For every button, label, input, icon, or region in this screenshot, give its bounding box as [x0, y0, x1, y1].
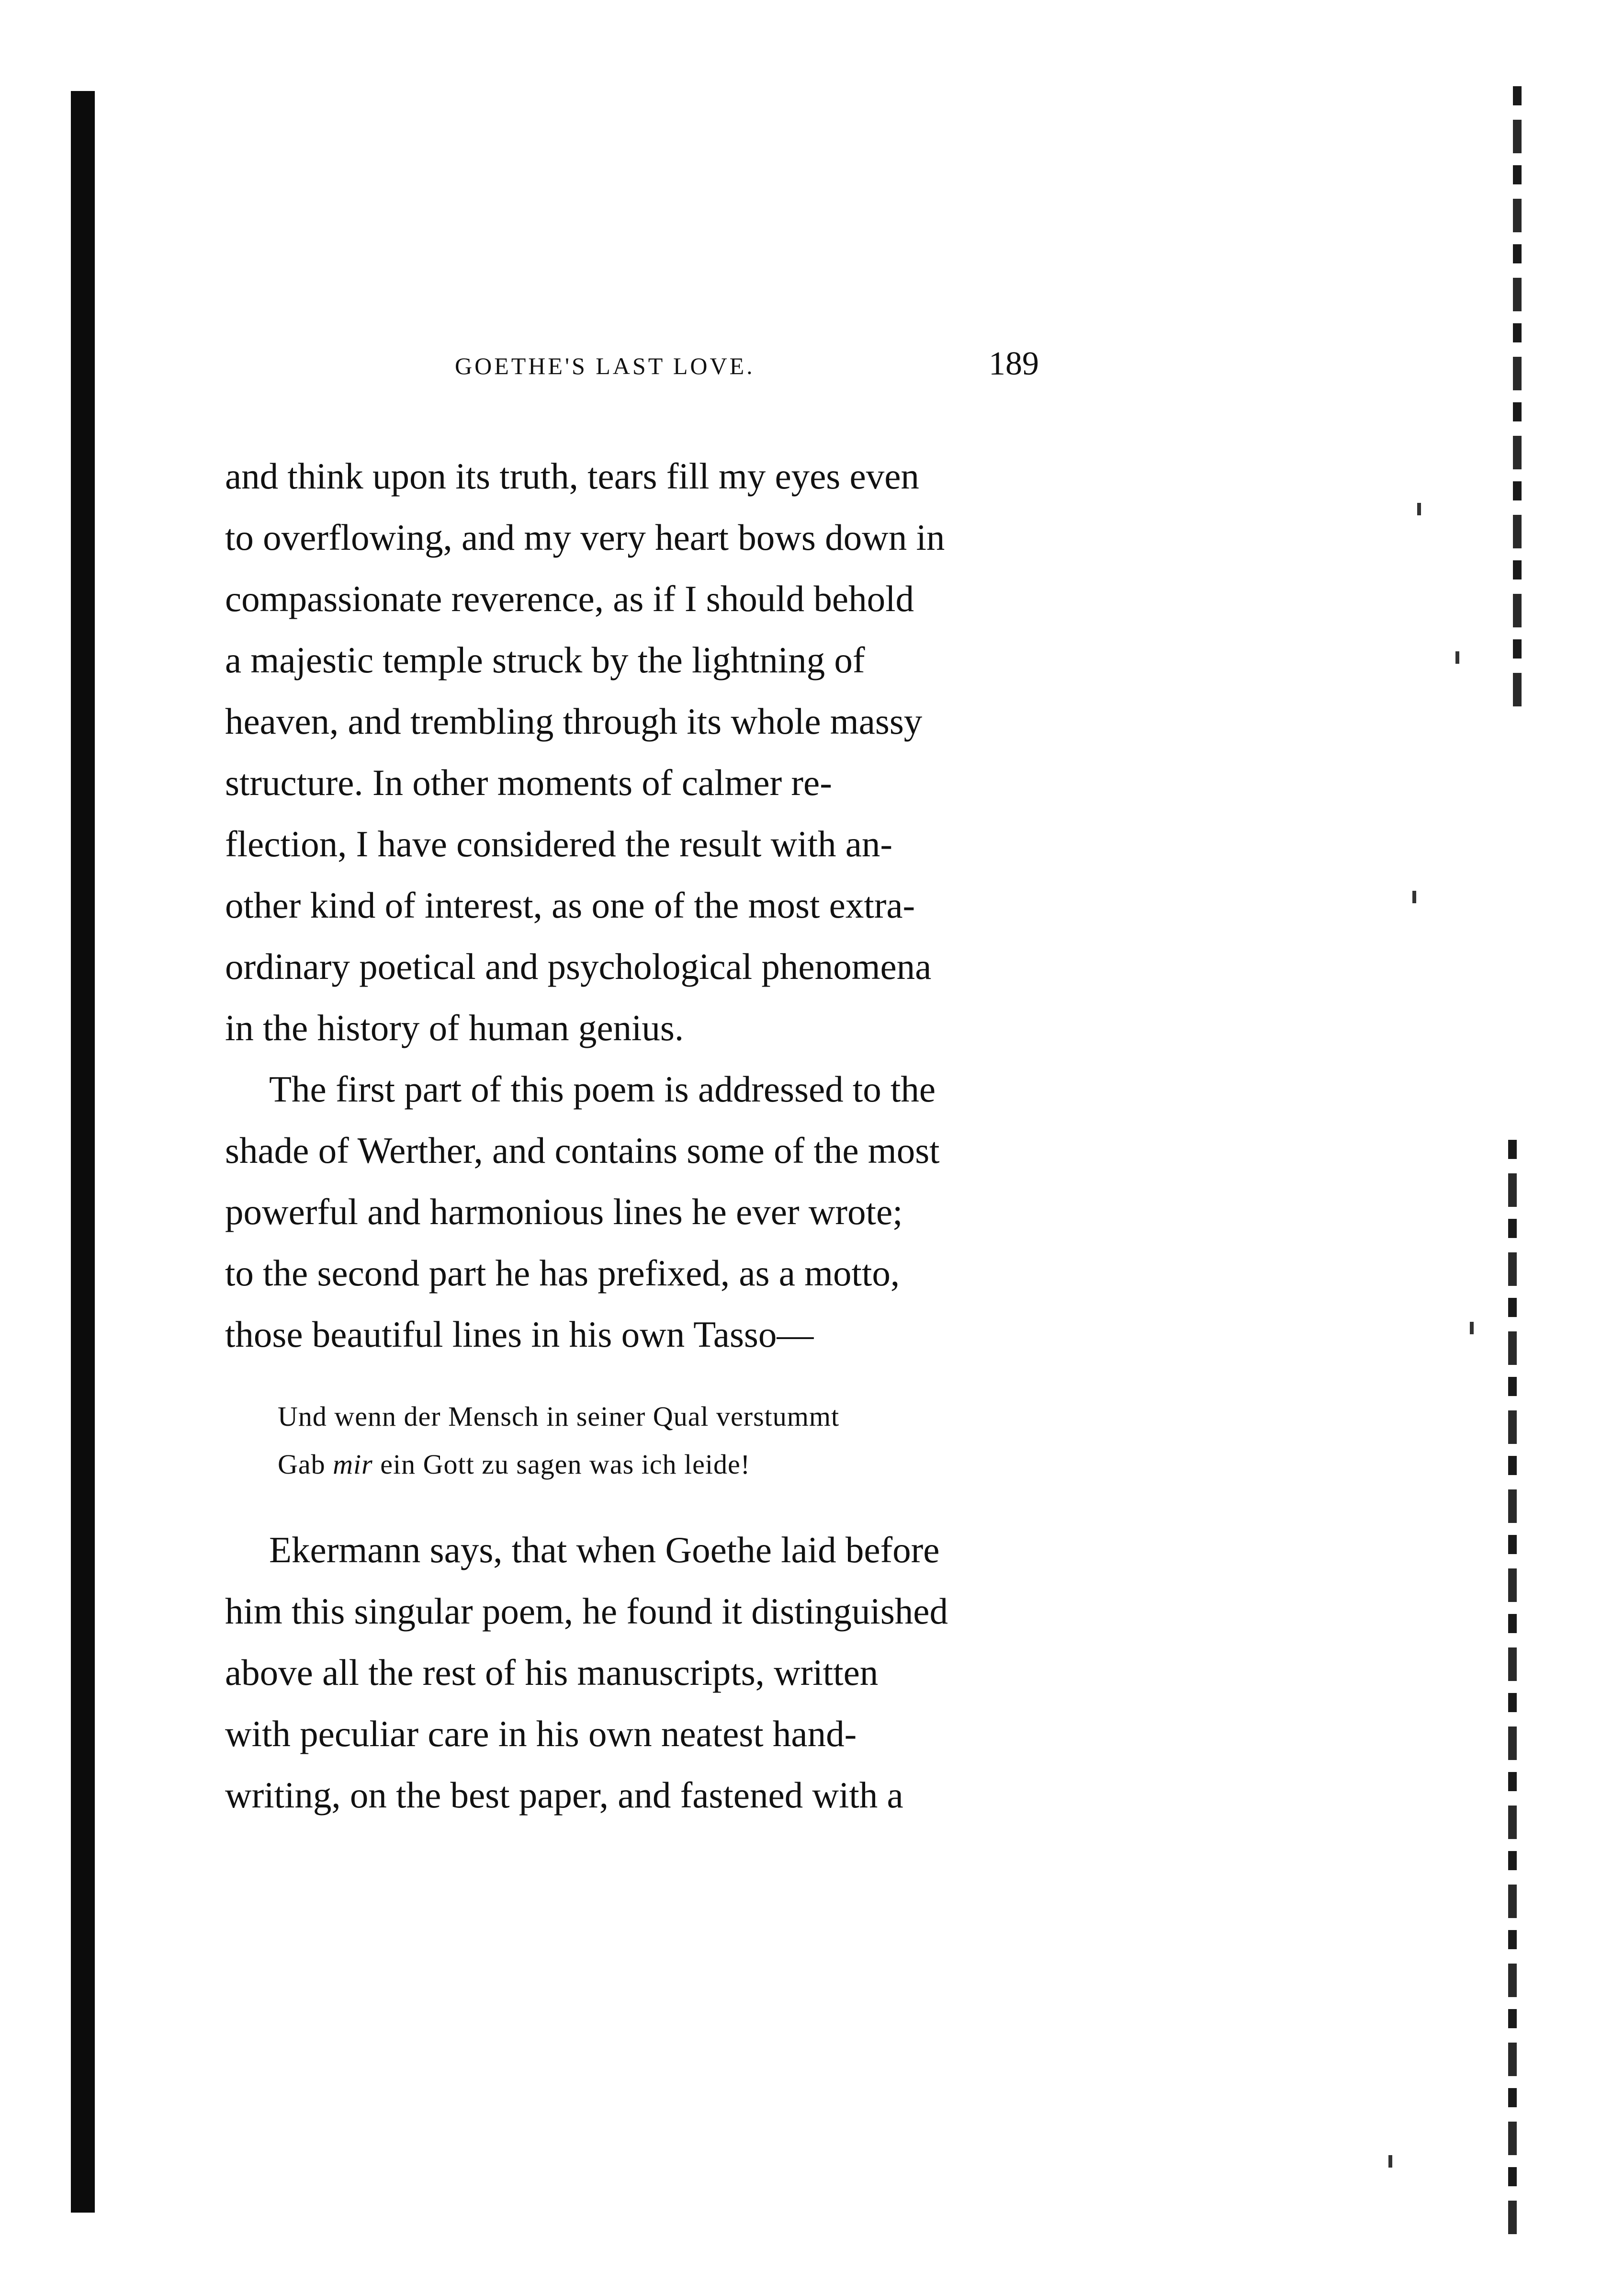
text-line: structure. In other moments of calmer re- — [225, 762, 832, 803]
paragraph-3 — [225, 1519, 1063, 1826]
text-line: heaven, and trembling through its whole massy — [225, 701, 923, 742]
edge-strip-upper — [1513, 86, 1522, 709]
text-line: The first part of this poem is addressed to the — [269, 1068, 936, 1110]
text-line: other kind of interest, as one of the most extra- — [225, 885, 915, 926]
edge-speck — [1417, 503, 1421, 515]
paragraph-1 — [225, 445, 1063, 1058]
text-line: shade of Werther, and contains some of the most — [225, 1130, 940, 1171]
text-line: to overflowing, and my very heart bows down in — [225, 517, 945, 558]
text-line: writing, on the best paper, and fastened with a — [225, 1774, 903, 1816]
text-line: him this singular poem, he found it distinguished — [225, 1590, 948, 1632]
text-line: with peculiar care in his own neatest hand- — [225, 1713, 857, 1754]
text-line: in the history of human genius. — [225, 1007, 684, 1048]
text-line: flection, I have considered the result with an- — [225, 823, 893, 864]
text-line: a majestic temple struck by the lightning of — [225, 639, 865, 681]
verse-line-1: Und wenn der Mensch in seiner Qual verstummt — [278, 1401, 840, 1432]
edge-speck — [1455, 651, 1459, 664]
text-line: above all the rest of his manuscripts, written — [225, 1652, 879, 1693]
text-line: to the second part he has prefixed, as a motto, — [225, 1252, 900, 1294]
edge-speck — [1388, 2155, 1392, 2168]
text-line: ordinary poetical and psychological phenomena — [225, 946, 932, 987]
edge-speck — [1470, 1322, 1474, 1334]
text-line: Ekermann says, that when Goethe laid before — [269, 1529, 940, 1570]
verse-line-2 — [278, 1441, 1063, 1488]
text-line: compassionate reverence, as if I should behold — [225, 578, 914, 619]
binding-shadow — [71, 91, 95, 2213]
text-line: those beautiful lines in his own Tasso— — [225, 1314, 814, 1355]
running-title: GOETHE'S LAST LOVE. — [455, 352, 755, 379]
text-line: and think upon its truth, tears fill my eyes even — [225, 455, 919, 497]
paragraph-2 — [225, 1058, 1063, 1365]
page-number: 189 — [989, 345, 1039, 382]
text-line: powerful and harmonious lines he ever wrote; — [225, 1191, 903, 1232]
edge-speck — [1412, 891, 1416, 903]
verse-text: ein Gott zu sagen was ich leide! — [372, 1449, 751, 1480]
verse-quote — [278, 1393, 1063, 1488]
verse-text: Gab — [278, 1449, 333, 1480]
body-text — [225, 445, 1063, 1826]
verse-emphasis: mir — [333, 1449, 373, 1480]
edge-strip-lower — [1508, 1140, 1517, 2241]
